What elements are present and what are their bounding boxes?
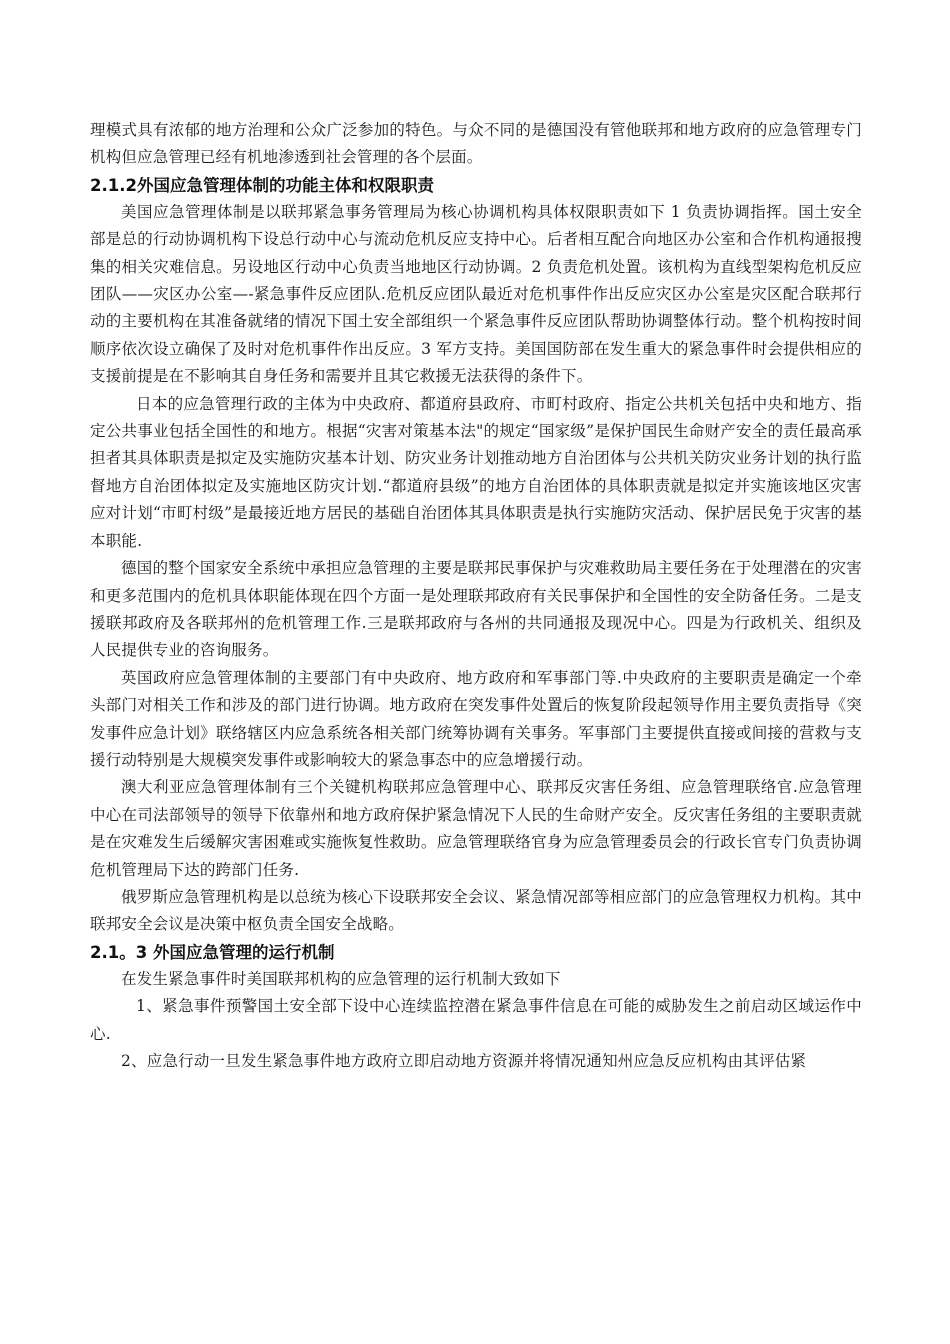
intro-paragraph: 理模式具有浓郁的地方治理和公众广泛参加的特色。与众不同的是德国没有管他联邦和地方政府的应急管理专门机构但应急管理已经有机地渗透到社会管理的各个层面。 — [90, 121, 862, 167]
paragraph-usa: 美国应急管理体制是以联邦紧急事务管理局为核心协调机构具体权限职责如下 1 负责协调指挥。国土安全部是总的行动协调机构下设总行动中心与流动危机反应支持中心。后者相互配合向地区办公室和合作机构通报搜集的相关灾难信息。另设地区行动中心负责当地地区行动协调。2 负责危机处置。该机构为直线型架构危机反应团队——灾区办公室—-紧急事件反应团队.危机反应团队最近对危机事件作出反应灾区办公室是灾区配合联邦行动的主要机构在其准备就绪的情况下国土安全部组织一个紧急事件反应团队帮助协调整体行动。整个机构按时间顺序依次设立确保了及时对危机事件作出反应。3 军方支持。美国国防部在发生重大的紧急事件时会提供相应的支援前提是在不影响其自身任务和需要并且其它救援无法获得的条件下。 — [90, 202, 862, 386]
paragraph-australia: 澳大利亚应急管理体制有三个关键机构联邦应急管理中心、联邦反灾害任务组、应急管理联络官.应急管理中心在司法部领导的领导下依靠州和地方政府保护紧急情况下人民的生命财产安全。反灾害任务组的主要职责就是在灾难发生后缓解灾害困难或实施恢复性救助。应急管理联络官身为应急管理委员会的行政长官专门负责协调危机管理局下达的跨部门任务. — [90, 778, 862, 879]
paragraph-uk: 英国政府应急管理体制的主要部门有中央政府、地方政府和军事部门等.中央政府的主要职责是确定一个牵头部门对相关工作和涉及的部门进行协调。地方政府在突发事件处置后的恢复阶段起领导作用主要负责指导《突发事件应急计划》联络辖区内应急系统各相关部门统筹协调有关事务。军事部门主要提供直接或间接的营救与支援行动特别是大规模突发事件或影响较大的紧急事态中的应急增援行动。 — [90, 668, 862, 769]
paragraph-mechanism-intro: 在发生紧急事件时美国联邦机构的应急管理的运行机制大致如下 — [121, 969, 561, 988]
paragraph-japan: 日本的应急管理行政的主体为中央政府、都道府县政府、市町村政府、指定公共机关包括中央和地方、指定公共事业包括全国性的和地方。根据“灾害对策基本法"的规定“国家级”是保护国民生命财产安全的责任最高承担者其具体职责是拟定及实施防灾基本计划、防灾业务计划推动地方自治团体与公共机关防灾业务计划的执行监督地方自治团体拟定及实施地区防灾计划.“都道府县级”的地方自治团体的具体职责就是拟定并实施该地区灾害应对计划“市町村级”是最接近地方居民的基础自治团体其具体职责是执行实施防灾活动、保护居民免于灾害的基本职能. — [90, 394, 862, 550]
section-heading-2-1-3: 2.1。3 外国应急管理的运行机制 — [90, 942, 335, 962]
section-heading-2-1-2: 2.1.2外国应急管理体制的功能主体和权限职责 — [90, 175, 434, 195]
list-item-1: 1、紧急事件预警国土安全部下设中心连续监控潜在紧急事件信息在可能的威胁发生之前启动区域运作中心. — [90, 997, 862, 1043]
paragraph-russia: 俄罗斯应急管理机构是以总统为核心下设联邦安全会议、紧急情况部等相应部门的应急管理权力机构。其中联邦安全会议是决策中枢负责全国安全战略。 — [90, 887, 862, 934]
paragraph-germany: 德国的整个国家安全系统中承担应急管理的主要是联邦民事保护与灾难救助局主要任务在于处理潜在的灾害和更多范围内的危机具体职能体现在四个方面一是处理联邦政府有关民事保护和全国性的安全防备任务。二是支援联邦政府及各联邦州的危机管理工作.三是联邦政府与各州的共同通报及现况中心。四是为行政机关、组织及人民提供专业的咨询服务。 — [90, 559, 862, 660]
document-body — [90, 117, 862, 1075]
list-item-2: 2、应急行动一旦发生紧急事件地方政府立即启动地方资源并将情况通知州应急反应机构由其评估紧 — [121, 1052, 807, 1070]
